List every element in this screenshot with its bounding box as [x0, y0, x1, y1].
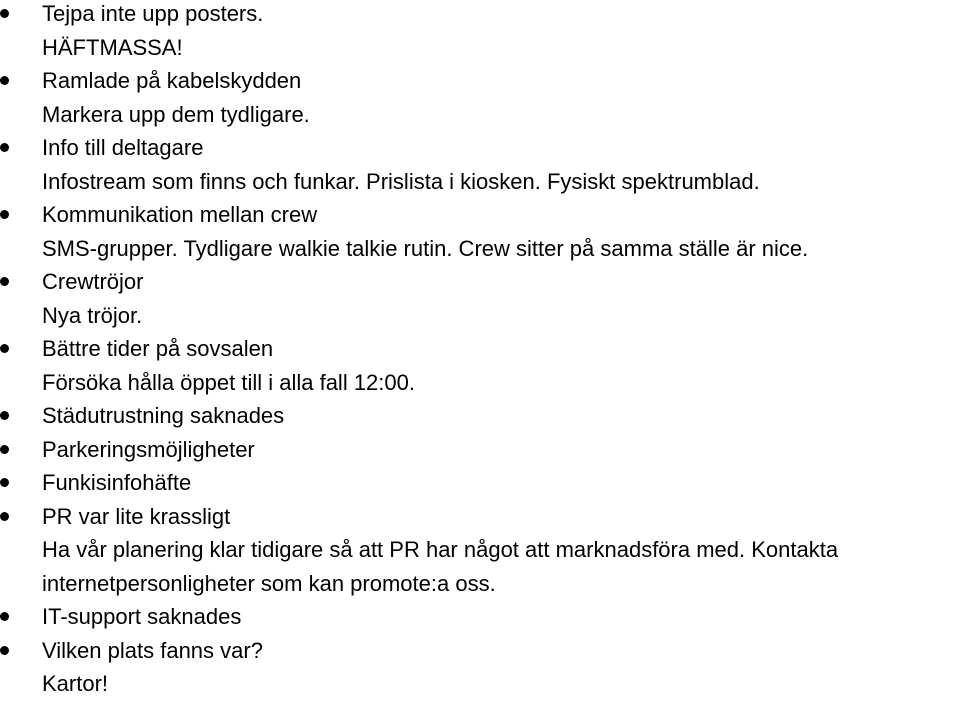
bullet-dot-icon [0, 646, 9, 655]
item-note: Infostream som finns och funkar. Prislista i kiosken. Fysiskt spektrumblad. [42, 168, 760, 194]
list-item [0, 500, 960, 601]
list-item [0, 131, 960, 198]
item-note: Ha vår planering klar tidigare så att PR har något att marknadsföra med. Kontakta [42, 537, 839, 562]
item-title: Kommunikation mellan crew [42, 202, 318, 227]
bullet-dot-icon [0, 478, 9, 487]
item-title: IT-support saknades [42, 604, 242, 629]
item-title: PR var lite krassligt [42, 503, 231, 529]
bullet-dot-icon [0, 344, 9, 353]
item-title: Bättre tider på sovsalen [42, 336, 274, 361]
item-note: SMS-grupper. Tydligare walkie talkie rutin. Crew sitter på samma ställe är nice. [42, 235, 809, 261]
list-item [0, 600, 960, 634]
item-note: Markera upp dem tydligare. [42, 101, 310, 127]
item-note: Nya tröjor. [42, 302, 143, 328]
bullet-dot-icon [0, 143, 9, 152]
list-item [0, 399, 960, 433]
item-title: Städutrustning saknades [42, 403, 285, 428]
list-item [0, 332, 960, 399]
bullet-dot-icon [0, 512, 9, 521]
item-title: Tejpa inte upp posters. [42, 1, 264, 26]
list-item [0, 198, 960, 265]
item-note: Kartor! [42, 671, 109, 696]
list-item [0, 466, 960, 500]
item-title: Funkisinfohäfte [42, 470, 192, 495]
item-note: HÄFTMASSA! [42, 34, 183, 60]
list-item [0, 64, 960, 131]
bullet-dot-icon [0, 210, 9, 219]
list-item [0, 634, 960, 701]
list-item [0, 265, 960, 332]
item-note: Försöka hålla öppet till i alla fall 12:00. [42, 369, 415, 395]
bullet-dot-icon [0, 9, 9, 18]
list-item [0, 0, 960, 64]
list-item [0, 433, 960, 467]
item-note: internetpersonligheter som kan promote:a oss. [42, 570, 496, 596]
item-title: Crewtröjor [42, 269, 144, 294]
item-title: Parkeringsmöjligheter [42, 436, 255, 462]
item-title: Info till deltagare [42, 135, 204, 160]
bullet-dot-icon [0, 277, 9, 286]
bullet-dot-icon [0, 445, 9, 454]
bullet-dot-icon [0, 76, 9, 85]
bullet-dot-icon [0, 411, 9, 420]
bullet-dot-icon [0, 612, 9, 621]
item-title: Ramlade på kabelskydden [42, 68, 302, 93]
item-title: Vilken plats fanns var? [42, 637, 263, 663]
